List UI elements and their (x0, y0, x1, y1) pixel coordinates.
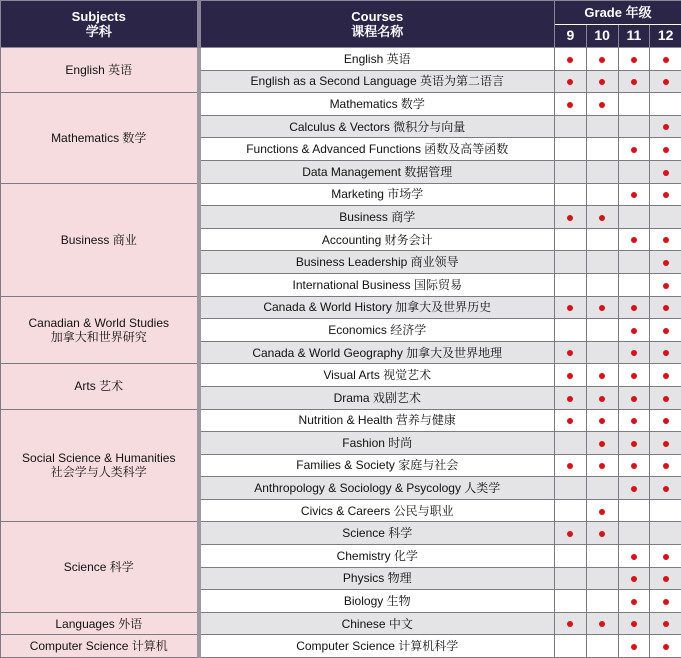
grade-11-cell (618, 590, 650, 613)
grade-11-cell (618, 612, 650, 635)
red-dot-icon (631, 350, 637, 356)
grade-header: Grade 年级 (555, 1, 681, 25)
grade-12-cell (650, 612, 681, 635)
grade-12-cell (650, 296, 681, 319)
red-dot-icon (663, 170, 669, 176)
red-dot-icon (567, 373, 573, 379)
course-name: English 英语 (199, 48, 555, 71)
grade-12-cell (650, 341, 681, 364)
red-dot-icon (599, 373, 605, 379)
grade-10-cell (586, 409, 618, 432)
course-name: Chinese 中文 (199, 612, 555, 635)
red-dot-icon (631, 192, 637, 198)
red-dot-icon (567, 57, 573, 63)
red-dot-icon (663, 57, 669, 63)
red-dot-icon (631, 305, 637, 311)
course-name: Business Leadership 商业领导 (199, 251, 555, 274)
red-dot-icon (599, 102, 605, 108)
subject-label: Computer Science 计算机 (29, 639, 168, 654)
red-dot-icon (631, 79, 637, 85)
subject-cell (1, 612, 199, 635)
course-name: Canada & World History 加拿大及世界历史 (199, 296, 555, 319)
grade-11-cell (618, 454, 650, 477)
red-dot-icon (663, 644, 669, 650)
grade-11-cell (618, 341, 650, 364)
grade-12-cell (650, 545, 681, 568)
grade-10-cell (586, 296, 618, 319)
subject-cell (1, 183, 199, 296)
courses-header (199, 1, 555, 48)
red-dot-icon (599, 418, 605, 424)
red-dot-icon (567, 305, 573, 311)
course-name: Economics 经济学 (199, 319, 555, 342)
course-name: Nutrition & Health 营养与健康 (199, 409, 555, 432)
grade-12-cell (650, 567, 681, 590)
grade-9-cell (555, 115, 587, 138)
grade-10-cell (586, 545, 618, 568)
subject-cell (1, 635, 199, 658)
subject-label: 加拿大和世界研究 (50, 329, 147, 344)
grade-12-cell (650, 251, 681, 274)
grade-9-cell (555, 48, 587, 71)
grade-12-cell (650, 364, 681, 387)
grade-11-cell (618, 273, 650, 296)
grade-9-cell (555, 590, 587, 613)
red-dot-icon (631, 57, 637, 63)
red-dot-icon (567, 621, 573, 627)
red-dot-icon (599, 396, 605, 402)
red-dot-icon (663, 396, 669, 402)
red-dot-icon (599, 441, 605, 447)
grade-12-cell (650, 635, 681, 658)
red-dot-icon (663, 621, 669, 627)
grade-9-cell (555, 273, 587, 296)
grade-11-cell (618, 319, 650, 342)
course-name: Physics 物理 (199, 567, 555, 590)
course-name: International Business 国际贸易 (199, 273, 555, 296)
red-dot-icon (663, 554, 669, 560)
red-dot-icon (631, 373, 637, 379)
courses-header-en: Courses (351, 9, 404, 24)
grade-9-cell (555, 635, 587, 658)
subject-label: Languages 外语 (55, 616, 143, 631)
table-header (1, 1, 681, 48)
grade-11-cell (618, 138, 650, 161)
grade-10-cell (586, 273, 618, 296)
grade-9-cell (555, 93, 587, 116)
grade-9-cell (555, 341, 587, 364)
subject-cell (1, 48, 199, 93)
red-dot-icon (631, 463, 637, 469)
grade-9-cell (555, 364, 587, 387)
grade-10-cell (586, 499, 618, 522)
subjects-header-zh: 学科 (85, 24, 112, 39)
grade-10-cell (586, 454, 618, 477)
course-name: Calculus & Vectors 微积分与向量 (199, 115, 555, 138)
grade-11-header: 11 (618, 24, 650, 48)
subject-cell (1, 296, 199, 364)
red-dot-icon (663, 192, 669, 198)
red-dot-icon (631, 486, 637, 492)
courses-header-zh: 课程名称 (351, 24, 404, 39)
course-name: Canada & World Geography 加拿大及世界地理 (199, 341, 555, 364)
grade-10-cell (586, 522, 618, 545)
subject-label: Science 科学 (63, 560, 134, 575)
grade-11-cell (618, 206, 650, 229)
grade-11-cell (618, 183, 650, 206)
grade-12-cell (650, 115, 681, 138)
subject-label: Arts 艺术 (74, 379, 124, 394)
red-dot-icon (663, 418, 669, 424)
grade-11-cell (618, 115, 650, 138)
table-row (1, 364, 681, 387)
grade-9-cell (555, 206, 587, 229)
red-dot-icon (567, 531, 573, 537)
grade-10-cell (586, 206, 618, 229)
subject-cell (1, 409, 199, 522)
grade-11-cell (618, 251, 650, 274)
red-dot-icon (631, 328, 637, 334)
course-name: Chemistry 化学 (199, 545, 555, 568)
grade-10-cell (586, 432, 618, 455)
subject-cell (1, 364, 199, 409)
red-dot-icon (631, 147, 637, 153)
subject-label: English 英语 (65, 63, 133, 78)
course-name: English as a Second Language 英语为第二语言 (199, 70, 555, 93)
grade-10-cell (586, 138, 618, 161)
red-dot-icon (599, 79, 605, 85)
red-dot-icon (663, 350, 669, 356)
grade-12-cell (650, 499, 681, 522)
subject-label: 社会学与人类科学 (50, 465, 147, 480)
course-name: Business 商学 (199, 206, 555, 229)
red-dot-icon (631, 621, 637, 627)
grade-10-cell (586, 386, 618, 409)
grade-11-cell (618, 522, 650, 545)
table-row (1, 635, 681, 658)
grade-9-cell (555, 409, 587, 432)
grade-12-cell (650, 206, 681, 229)
grade-11-cell (618, 70, 650, 93)
course-name: Fashion 时尚 (199, 432, 555, 455)
red-dot-icon (663, 463, 669, 469)
grade-10-cell (586, 115, 618, 138)
subjects-header-en: Subjects (71, 9, 126, 24)
red-dot-icon (631, 644, 637, 650)
course-name: Civics & Careers 公民与职业 (199, 499, 555, 522)
red-dot-icon (599, 305, 605, 311)
grade-11-cell (618, 160, 650, 183)
grade-10-cell (586, 364, 618, 387)
red-dot-icon (663, 373, 669, 379)
course-name: Mathematics 数学 (199, 93, 555, 116)
grade-10-cell (586, 612, 618, 635)
grade-10-cell (586, 567, 618, 590)
grade-11-cell (618, 93, 650, 116)
red-dot-icon (631, 441, 637, 447)
grade-9-header: 9 (555, 24, 587, 48)
grade-10-cell (586, 319, 618, 342)
red-dot-icon (599, 57, 605, 63)
red-dot-icon (663, 283, 669, 289)
table-row (1, 48, 681, 71)
grade-10-cell (586, 228, 618, 251)
red-dot-icon (567, 396, 573, 402)
red-dot-icon (631, 237, 637, 243)
grade-9-cell (555, 612, 587, 635)
red-dot-icon (567, 463, 573, 469)
red-dot-icon (599, 509, 605, 515)
red-dot-icon (663, 576, 669, 582)
grade-11-cell (618, 432, 650, 455)
red-dot-icon (631, 396, 637, 402)
table-row (1, 612, 681, 635)
red-dot-icon (663, 328, 669, 334)
course-name: Anthropology & Sociology & Psycology 人类学 (199, 477, 555, 500)
red-dot-icon (663, 486, 669, 492)
table-body (1, 48, 681, 658)
grade-10-cell (586, 183, 618, 206)
table-row (1, 296, 681, 319)
grade-11-cell (618, 48, 650, 71)
grade-12-cell (650, 228, 681, 251)
grade-10-cell (586, 48, 618, 71)
grade-10-cell (586, 93, 618, 116)
red-dot-icon (599, 215, 605, 221)
grade-11-cell (618, 228, 650, 251)
grade-9-cell (555, 432, 587, 455)
grade-12-cell (650, 183, 681, 206)
grade-11-cell (618, 545, 650, 568)
table-row (1, 93, 681, 116)
subject-cell (1, 522, 199, 612)
table-row (1, 183, 681, 206)
grade-12-cell (650, 409, 681, 432)
red-dot-icon (631, 599, 637, 605)
course-name: Computer Science 计算机科学 (199, 635, 555, 658)
grade-9-cell (555, 567, 587, 590)
grade-10-cell (586, 160, 618, 183)
subject-label: Mathematics 数学 (51, 130, 147, 145)
red-dot-icon (599, 531, 605, 537)
red-dot-icon (567, 418, 573, 424)
grade-9-cell (555, 386, 587, 409)
grade-10-cell (586, 590, 618, 613)
course-name: Marketing 市场学 (199, 183, 555, 206)
grade-10-cell (586, 70, 618, 93)
course-name: Accounting 财务会计 (199, 228, 555, 251)
grade-9-cell (555, 319, 587, 342)
grade-9-cell (555, 545, 587, 568)
grade-12-cell (650, 273, 681, 296)
course-name: Families & Society 家庭与社会 (199, 454, 555, 477)
red-dot-icon (567, 79, 573, 85)
red-dot-icon (663, 260, 669, 266)
grade-11-cell (618, 567, 650, 590)
course-name: Visual Arts 视觉艺术 (199, 364, 555, 387)
grade-11-cell (618, 477, 650, 500)
grade-12-cell (650, 386, 681, 409)
grade-10-cell (586, 251, 618, 274)
grade-11-cell (618, 364, 650, 387)
grade-12-cell (650, 138, 681, 161)
course-name: Biology 生物 (199, 590, 555, 613)
grade-12-cell (650, 454, 681, 477)
red-dot-icon (663, 305, 669, 311)
red-dot-icon (663, 147, 669, 153)
course-name: Data Management 数据管理 (199, 160, 555, 183)
grade-9-cell (555, 251, 587, 274)
course-name: Science 科学 (199, 522, 555, 545)
red-dot-icon (567, 350, 573, 356)
red-dot-icon (631, 576, 637, 582)
subject-label: Social Science & Humanities (22, 451, 176, 466)
red-dot-icon (663, 599, 669, 605)
red-dot-icon (631, 554, 637, 560)
grade-12-cell (650, 432, 681, 455)
grade-12-cell (650, 70, 681, 93)
grade-9-cell (555, 228, 587, 251)
grade-11-cell (618, 386, 650, 409)
grade-12-cell (650, 48, 681, 71)
grade-11-cell (618, 296, 650, 319)
subjects-header (1, 1, 199, 48)
red-dot-icon (631, 418, 637, 424)
grade-9-cell (555, 70, 587, 93)
grade-12-cell (650, 522, 681, 545)
subject-cell (1, 93, 199, 183)
table-row (1, 409, 681, 432)
subject-label: Business 商业 (60, 232, 137, 247)
table-row (1, 522, 681, 545)
grade-11-cell (618, 635, 650, 658)
grade-9-cell (555, 499, 587, 522)
grade-12-cell (650, 319, 681, 342)
grade-9-cell (555, 138, 587, 161)
grade-12-cell (650, 590, 681, 613)
grade-9-cell (555, 296, 587, 319)
grade-11-cell (618, 409, 650, 432)
grade-9-cell (555, 522, 587, 545)
grade-10-cell (586, 635, 618, 658)
grade-9-cell (555, 454, 587, 477)
grade-10-cell (586, 341, 618, 364)
grade-12-cell (650, 160, 681, 183)
red-dot-icon (599, 621, 605, 627)
course-name: Drama 戏剧艺术 (199, 386, 555, 409)
course-name: Functions & Advanced Functions 函数及高等函数 (199, 138, 555, 161)
red-dot-icon (663, 124, 669, 130)
red-dot-icon (663, 237, 669, 243)
grade-9-cell (555, 477, 587, 500)
grade-12-header: 12 (650, 24, 681, 48)
grade-10-cell (586, 477, 618, 500)
grade-10-header: 10 (586, 24, 618, 48)
grade-9-cell (555, 183, 587, 206)
red-dot-icon (567, 102, 573, 108)
grade-12-cell (650, 93, 681, 116)
red-dot-icon (599, 463, 605, 469)
grade-12-cell (650, 477, 681, 500)
red-dot-icon (567, 215, 573, 221)
subject-label: Canadian & World Studies (28, 315, 170, 330)
grade-11-cell (618, 499, 650, 522)
red-dot-icon (663, 441, 669, 447)
grade-9-cell (555, 160, 587, 183)
red-dot-icon (663, 79, 669, 85)
